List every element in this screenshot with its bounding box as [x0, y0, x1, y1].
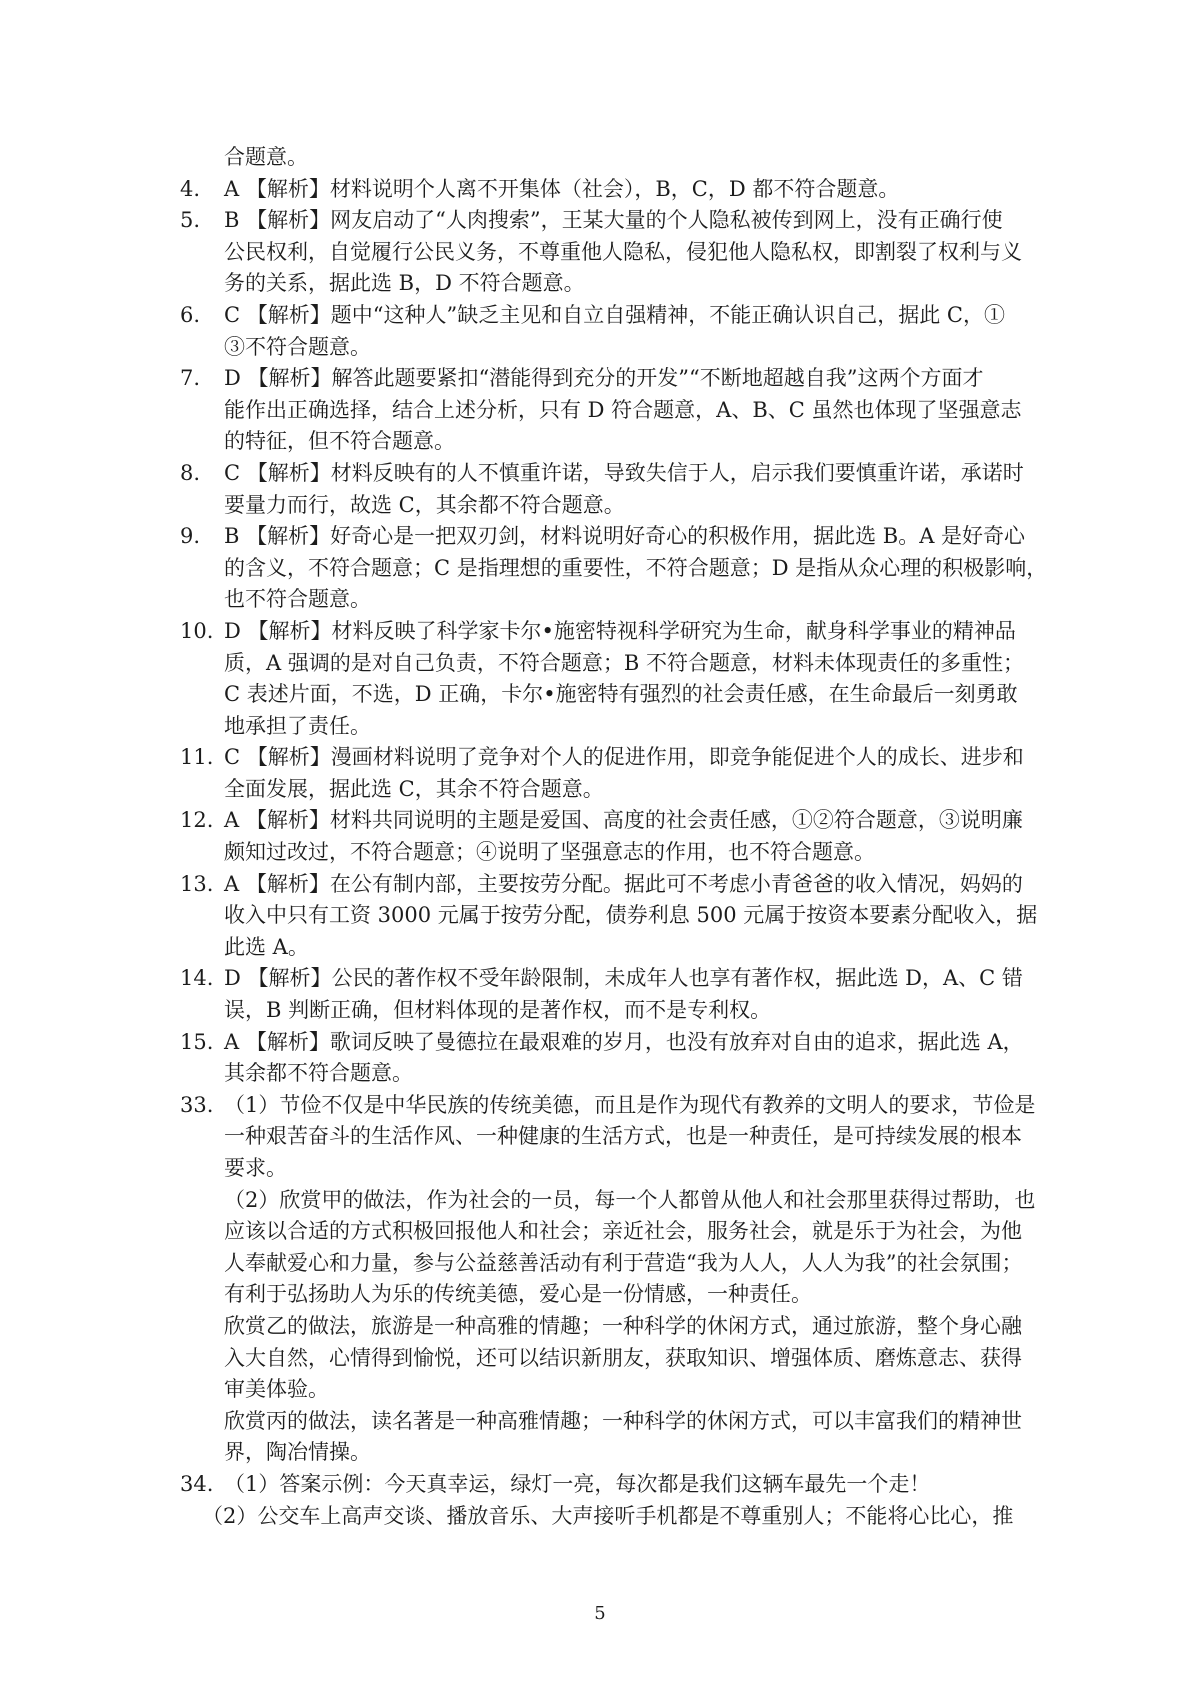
item-line: 误，B 判断正确，但材料体现的是著作权，而不是专利权。 — [224, 998, 772, 1023]
item-number: 7. — [180, 366, 201, 391]
item-number: 10. — [180, 618, 214, 643]
item-number: 4. — [180, 176, 201, 201]
item-line: （1）答案示例：今天真幸运，绿灯一亮，每次都是我们这辆车最先一个走！ — [224, 1471, 931, 1496]
item-number: 9. — [180, 524, 201, 549]
answer-item — [180, 521, 1048, 616]
answer-item — [180, 300, 1028, 363]
item-line: 应该以合适的方式积极回报他人和社会；亲近社会，服务社会，就是乐于为社会，为他 — [224, 1219, 1022, 1244]
item-line: 审美体验。 — [224, 1377, 329, 1402]
answer-item — [180, 205, 1028, 300]
item-line: A 【解析】材料共同说明的主题是爱国、高度的社会责任感，①②符合题意，③说明廉 — [224, 808, 1023, 833]
answer-item — [180, 174, 1028, 206]
item-line: 务的关系，据此选 B，D 不符合题意。 — [224, 271, 585, 296]
item-number: 34. — [180, 1471, 214, 1496]
item-line: ③不符合题意。 — [224, 334, 371, 359]
item-line: 颇知过改过，不符合题意；④说明了坚强意志的作用，也不符合题意。 — [224, 840, 875, 865]
answer-item — [180, 616, 1028, 742]
item-line: 要求。 — [224, 1156, 287, 1180]
item-line: 人奉献爱心和力量，参与公益慈善活动有利于营造“我为人人，人人为我”的社会氛围； — [224, 1250, 1023, 1275]
answer-content — [180, 142, 1048, 1532]
answer-item — [180, 963, 1028, 1026]
item-line: C 【解析】材料反映有的人不慎重许诺，导致失信于人，启示我们要慎重许诺，承诺时 — [224, 460, 1024, 485]
item-number: 13. — [180, 871, 214, 896]
item-line: 有利于弘扬助人为乐的传统美德，爱心是一份情感，一种责任。 — [224, 1282, 812, 1307]
item-number: 15. — [180, 1029, 214, 1054]
answer-item — [180, 1469, 1028, 1501]
item-line: （1）节俭不仅是中华民族的传统美德，而且是作为现代有教养的文明人的要求，节俭是 — [224, 1092, 1036, 1117]
item-line: （2）欣赏甲的做法，作为社会的一员，每一个人都曾从他人和社会那里获得过帮助，也 — [224, 1187, 1036, 1212]
item-line: 的含义，不符合题意；C 是指理想的重要性，不符合题意；D 是指从众心理的积极影响， — [224, 555, 1048, 580]
item-line: 此选 A。 — [224, 934, 309, 959]
item-line: B 【解析】好奇心是一把双刃剑，材料说明好奇心的积极作用，据此选 B。A 是好奇心 — [224, 524, 1026, 549]
item-line: C 【解析】题中“这种人”缺乏主见和自立自强精神，不能正确认识自己，据此 C，① — [224, 302, 1005, 327]
item-line: 全面发展，据此选 C，其余不符合题意。 — [224, 776, 604, 801]
answer-list — [180, 174, 1048, 1501]
item-number: 14. — [180, 966, 214, 991]
item-number: 6. — [180, 302, 201, 327]
item-line: C 【解析】漫画材料说明了竞争对个人的促进作用，即竞争能促进个人的成长、进步和 — [224, 745, 1024, 770]
item-line: D 【解析】解答此题要紧扣“潜能得到充分的开发”“不断地超越自我”这两个方面才 — [224, 366, 984, 391]
item-line: 能作出正确选择，结合上述分析，只有 D 符合题意，A、B、C 虽然也体现了坚强意志 — [224, 397, 1022, 422]
answer-item — [180, 742, 1028, 805]
item-number: 11. — [180, 745, 214, 770]
item-line: 公民权利，自觉履行公民义务，不尊重他人隐私，侵犯他人隐私权，即割裂了权利与义 — [224, 239, 1022, 264]
item-number: 8. — [180, 460, 201, 485]
item-line: D 【解析】公民的著作权不受年龄限制，未成年人也享有著作权，据此选 D，A、C 错 — [224, 966, 1023, 991]
last-line: （2）公交车上高声交谈、播放音乐、大声接听手机都是不尊重别人；不能将心比心，推 — [202, 1503, 1014, 1528]
item-line: D 【解析】材料反映了科学家卡尔•施密特视科学研究为生命，献身科学事业的精神品 — [224, 618, 1016, 643]
item-line: 地承担了责任。 — [224, 713, 371, 738]
item-line: 也不符合题意。 — [224, 587, 371, 612]
item-line: A 【解析】歌词反映了曼德拉在最艰难的岁月，也没有放弃对自由的追求，据此选 A， — [224, 1029, 1024, 1054]
answer-item — [180, 1090, 1036, 1469]
item-line: A 【解析】在公有制内部，主要按劳分配。据此可不考虑小青爸爸的收入情况，妈妈的 — [224, 871, 1023, 896]
item-line: 的特征，但不符合题意。 — [224, 429, 455, 454]
answer-item — [180, 805, 1028, 868]
item-line: 其余都不符合题意。 — [224, 1061, 413, 1086]
answer-item — [180, 363, 1028, 458]
item-line: 欣赏丙的做法，读名著是一种高雅情趣；一种科学的休闲方式，可以丰富我们的精神世 — [224, 1408, 1022, 1433]
item-line: 一种艰苦奋斗的生活作风、一种健康的生活方式，也是一种责任，是可持续发展的根本 — [224, 1124, 1022, 1149]
lead-line: 合题意。 — [224, 145, 308, 169]
item-line: 质，A 强调的是对自己负责，不符合题意；B 不符合题意，材料未体现责任的多重性； — [224, 650, 1024, 675]
item-line: A 【解析】材料说明个人离不开集体（社会），B，C，D 都不符合题意。 — [224, 176, 900, 201]
answer-item — [180, 1027, 1028, 1090]
item-line: 入大自然，心情得到愉悦，还可以结识新朋友，获取知识、增强体质、磨炼意志、获得 — [224, 1345, 1022, 1370]
answer-item — [180, 869, 1038, 964]
item-line: B 【解析】网友启动了“人肉搜索”，王某大量的个人隐私被传到网上，没有正确行使 — [224, 208, 1003, 233]
answer-item — [180, 458, 1028, 521]
item-line: 要量力而行，故选 C，其余都不符合题意。 — [224, 492, 625, 517]
item-line: 收入中只有工资 3000 元属于按劳分配，债券利息 500 元属于按资本要素分配收入，据 — [224, 903, 1038, 928]
item-line: 欣赏乙的做法，旅游是一种高雅的情趣；一种科学的休闲方式，通过旅游，整个身心融 — [224, 1313, 1022, 1338]
item-number: 33. — [180, 1092, 214, 1117]
item-number: 5. — [180, 208, 201, 233]
item-line: C 表述片面，不选，D 正确，卡尔•施密特有强烈的社会责任感，在生命最后一刻勇敢 — [224, 682, 1018, 707]
page-number: 5 — [594, 1603, 606, 1624]
item-line: 界，陶冶情操。 — [224, 1440, 371, 1465]
item-number: 12. — [180, 808, 214, 833]
